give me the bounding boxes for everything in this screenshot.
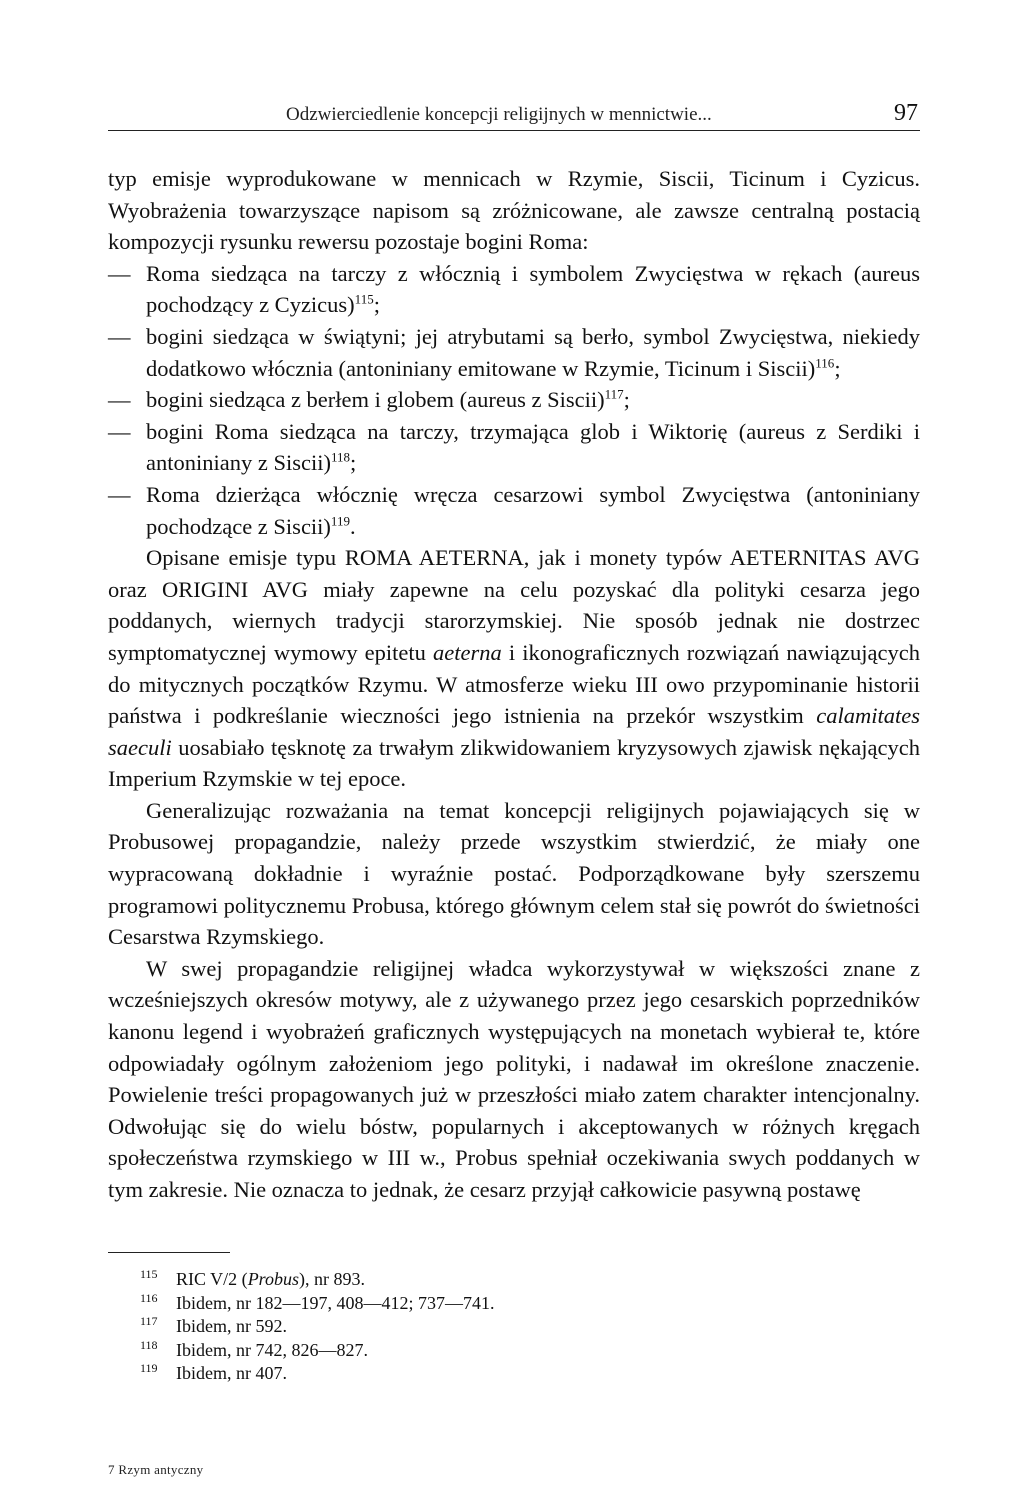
footnote: 117 Ibidem, nr 592. <box>140 1314 287 1336</box>
footnote-ref: 117 <box>604 386 624 402</box>
footnote-ref: 119 <box>330 513 350 529</box>
paragraph: typ emisje wyprodukowane w mennicach w Rzymie, Siscii, Ticinum i Cyzicus. Wyobrażenia towarzyszące napisom są zróżnicowane, ale zawsze centralną postacią kompozycji rysunku rewersu pozostaje bogini Roma: <box>108 166 920 255</box>
footnote-text: Ibidem, nr 182—197, 408—412; 737—741. <box>176 1292 495 1313</box>
latin-term: calamitates saeculi <box>108 703 920 760</box>
list-item <box>108 321 920 384</box>
footnote-ref: 116 <box>815 355 835 371</box>
list-dash: — <box>108 387 131 413</box>
footnote: 116 Ibidem, nr 182—197, 408—412; 737—741. <box>140 1290 495 1313</box>
list-item-punct: . <box>349 513 356 539</box>
list-item <box>108 479 920 542</box>
paragraph-text: uosabiało tęsknotę za trwałym zlikwidowaniem kryzysowych zjawisk nękających Imperium Rzymskie w tej epoce. <box>108 734 920 792</box>
printer-signature: 7 Rzym antyczny <box>108 1462 204 1477</box>
latin-term: aeterna <box>433 639 502 665</box>
list-item-text: bogini siedząca w świątyni; jej atrybutami są berło, symbol Zwycięstwa, niekiedy dodatkowo włócznia (antoniniany emitowane w Rzymie, Ticinum i Siscii) <box>146 323 920 381</box>
paragraph-text: Opisane emisje typu ROMA AETERNA, jak i monety typów AETERNITAS AVG oraz ORIGINI AVG miały zapewne na celu pozyskać dla polityki cesarza jego poddanych, wiernych tradycji starorzymskiej. Nie sposób jednak nie dostrzec symptomatycznej wymowy epitetu <box>108 545 920 665</box>
footnote-text: RIC V/2 ( <box>176 1269 248 1289</box>
list-item-punct: ; <box>834 355 841 381</box>
footnote-ref: 118 <box>330 449 350 465</box>
paragraph: W swej propagandzie religijnej władca wykorzystywał w większości znane z wcześniejszych okresów motywy, ale z używanego przez jego cesarskich poprzedników kanonu legend i wyobrażeń graficznych występujących na monetach wybierał te, które odpowiadały ogólnym założeniom jego polityki, i nadawał im określone znaczenie. Powielenie treści propagowanych już w przeszłości miało zatem charakter intencjonalny. Odwołując się do wielu bóstw, popularnych i akceptowanych w różnych kręgach społeczeństwa rzymskiego w III w., Probus spełniał oczekiwania swych poddanych w tym zakresie. Nie oznacza to jednak, że cesarz przyjął całkowicie pasywną postawę <box>108 955 920 1202</box>
footnote-text: Ibidem, nr 742, 826—827. <box>176 1339 368 1360</box>
running-title: Odzwierciedlenie koncepcji religijnych w mennictwie... <box>286 104 712 125</box>
list-item-text: Roma dzierżąca włócznię wręcza cesarzowi symbol Zwycięstwa (antoniniany pochodzące z Siscii) <box>146 481 920 539</box>
footnote: 118 Ibidem, nr 742, 826—827. <box>140 1337 368 1360</box>
list-item <box>108 416 920 479</box>
list-item-punct: ; <box>623 387 630 413</box>
paragraph <box>108 542 920 795</box>
paragraph-text: i ikonograficznych rozwiązań nawiązujących do mitycznych początków Rzymu. W atmosferze wieku III owo przypominanie historii państwa i podkreślanie wieczności jego istnienia na przekór wszystkim <box>108 639 921 729</box>
footnote-italic: Probus <box>247 1269 300 1289</box>
list-item <box>108 384 920 416</box>
footnote-ref: 115 <box>354 291 374 307</box>
footnote-text: Ibidem, nr 592. <box>176 1316 287 1336</box>
list-item <box>108 258 920 321</box>
footnote-text: ), nr 893. <box>299 1269 366 1289</box>
list-item-text: Roma siedząca na tarczy z włócznią i symbolem Zwycięstwa w rękach (aureus pochodzący z Cyzicus) <box>146 260 920 318</box>
list-item-punct: ; <box>350 450 357 476</box>
paragraph: Generalizując rozważania na temat koncepcji religijnych pojawiających się w Probusowej propagandzie, należy przede wszystkim stwierdzić, że miały one wypracowaną dokładnie i wyraźnie postać. Podporządkowane były szerszemu programowi politycznemu Probusa, którego głównym celem stał się powrót do świetności Cesarstwa Rzymskiego. <box>108 797 920 950</box>
list-item-text: bogini siedząca z berłem i globem (aureus z Siscii) <box>146 387 605 413</box>
list-dash: — <box>108 323 131 349</box>
list-item-text: bogini Roma siedząca na tarczy, trzymająca glob i Wiktorię (aureus z Serdiki i antoniniany z Siscii) <box>146 418 920 476</box>
list-item-punct: ; <box>373 292 380 318</box>
footnote: 119 Ibidem, nr 407. <box>140 1361 287 1383</box>
running-header <box>108 100 920 131</box>
footnote-rule <box>108 1252 230 1253</box>
list-dash: — <box>108 418 131 444</box>
list-dash: — <box>108 481 131 507</box>
footnote-text: Ibidem, nr 407. <box>176 1363 287 1383</box>
footnotes <box>140 1268 494 1386</box>
page-number: 97 <box>894 100 918 126</box>
footnote: 115 RIC V/2 (Probus), nr 893. <box>140 1267 366 1289</box>
list-dash: — <box>108 260 131 286</box>
body-text <box>108 163 920 1206</box>
